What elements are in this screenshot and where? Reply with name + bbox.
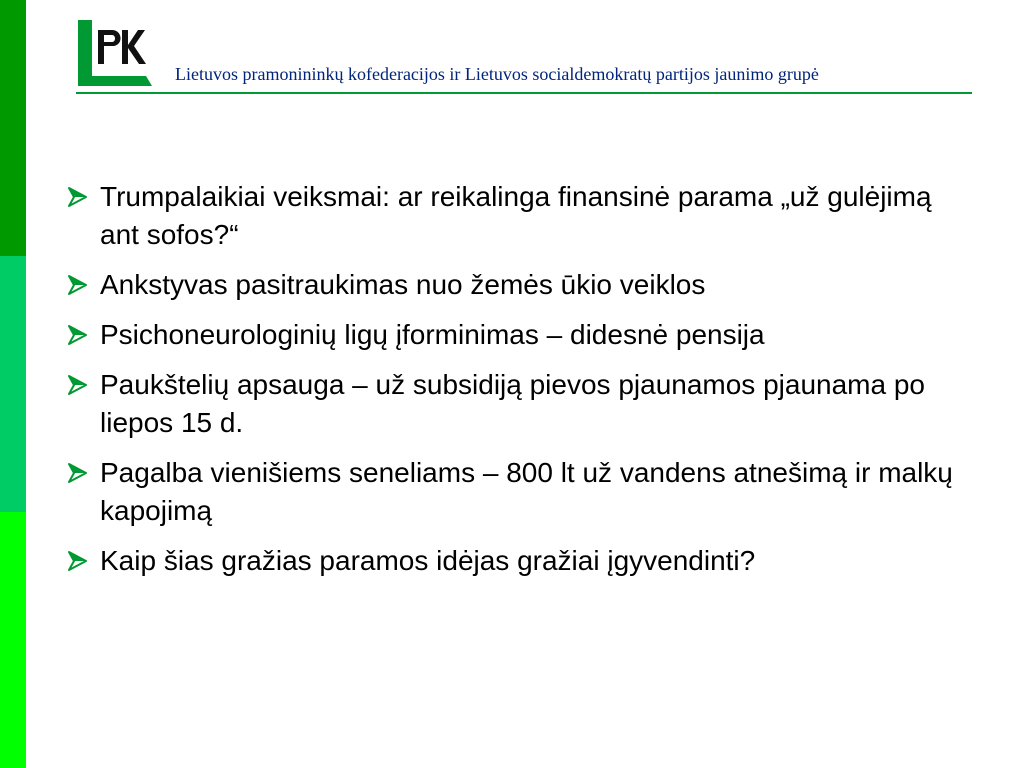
left-color-bar (0, 0, 26, 768)
bullet-item (66, 542, 966, 580)
arrowhead-bullet-icon (66, 550, 88, 572)
bullet-item (66, 316, 966, 354)
bullet-list (66, 178, 966, 592)
bullet-text: Kaip šias gražias paramos idėjas gražiai įgyvendinti? (100, 545, 756, 576)
bullet-text: Trumpalaikiai veiksmai: ar reikalinga finansinė parama „už gulėjimą ant sofos?“ (100, 181, 932, 250)
arrowhead-bullet-icon (66, 462, 88, 484)
bullet-item (66, 178, 966, 254)
lpk-logo (74, 18, 156, 88)
header-title: Lietuvos pramonininkų kofederacijos ir Lietuvos socialdemokratų partijos jaunimo grupė (175, 64, 819, 84)
arrowhead-bullet-icon (66, 274, 88, 296)
bullet-item (66, 266, 966, 304)
header-divider (76, 92, 972, 94)
slide-header (74, 18, 974, 98)
bullet-text: Pagalba vienišiems seneliams – 800 lt už vandens atnešimą ir malkų kapojimą (100, 457, 953, 526)
arrowhead-bullet-icon (66, 186, 88, 208)
bullet-text: Psichoneurologinių ligų įforminimas – didesnė pensija (100, 319, 765, 350)
arrowhead-bullet-icon (66, 374, 88, 396)
color-bar-segment-middle (0, 256, 26, 512)
bullet-text: Ankstyvas pasitraukimas nuo žemės ūkio veiklos (100, 269, 706, 300)
color-bar-segment-top (0, 0, 26, 256)
arrowhead-bullet-icon (66, 324, 88, 346)
color-bar-segment-bottom (0, 512, 26, 768)
bullet-item (66, 454, 966, 530)
bullet-text: Paukštelių apsauga – už subsidiją pievos pjaunamos pjaunama po liepos 15 d. (100, 369, 925, 438)
bullet-item (66, 366, 966, 442)
